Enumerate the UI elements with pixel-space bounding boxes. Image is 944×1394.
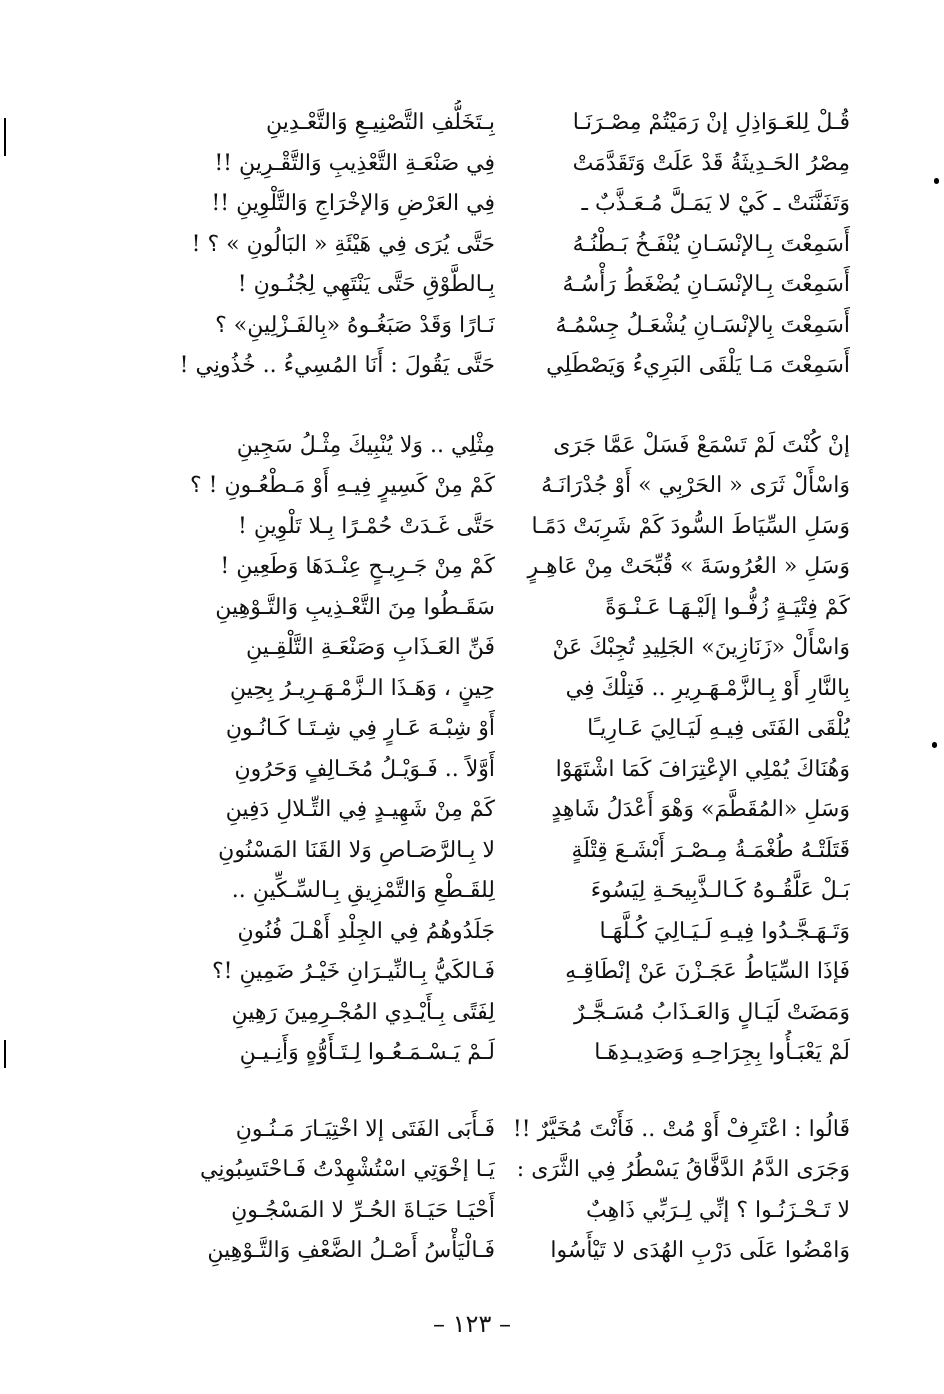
left-column xyxy=(150,100,495,1269)
verse-line: أَسَمِعْتَ بِالإنْسَـانِ يُشْعَـلُ جِسْمُـهُ xyxy=(555,312,850,338)
verse-line: فَـأَبَى الفَتَى إلا اخْتِيَـارَ مَـنُـونِ xyxy=(235,1116,495,1142)
verse-line: فَـالْيَأْسُ أَصْـلُ الضَّعْفِ وَالتَّـوْهِينِ xyxy=(207,1238,495,1263)
verse-line: وَتَفَنَّنَتْ ـ كَيْ لا يَمَـلَّ مُـعَـذَّبٌ ـ xyxy=(581,191,850,216)
verse-line: بَـلْ عَلَّقُـوهُ كَـالـذَّبِيحَـةِ لِيَسُوءَ xyxy=(590,878,850,903)
verse-line: مِصْرُ الحَـدِيثَةُ قَدْ عَلَتْ وَتَقَدَّمَتْ xyxy=(572,150,850,176)
verse-line: فِي العَرْضِ وَالإخْرَاجِ وَالتَّلْوِينِ !! xyxy=(211,191,495,216)
right-margin-dot-2 xyxy=(932,742,937,748)
stanza xyxy=(505,100,850,384)
right-column xyxy=(505,100,850,1269)
verse-line: وَامْضُوا عَلَى دَرْبِ الهُدَى لا تَيْأَسُوا xyxy=(550,1238,850,1263)
verse-line: بِالنَّارِ أَوْ بِـالزَّمْـهَـرِيرِ .. فَتِلْكَ فِي xyxy=(565,675,850,701)
verse-line: وَتَـهَـجَّـدُوا فِيـهِ لَـيَـالِيَ كُـلَّهَـا xyxy=(599,918,850,944)
verse-line: وَجَرَى الدَّمُ الدَّفَّاقُ يَسْطُرُ فِي الثَّرَى : xyxy=(516,1157,850,1182)
verse-line: أَسَمِعْتَ بِـالإنْسَـانِ يُضْغَطُ رَأْسُـهُ xyxy=(562,272,850,297)
verse-line: وَسَلِ السِّيَاطَ السُّودَ كَمْ شَرِبَتْ دَمًـا xyxy=(531,513,850,539)
page-number: – ١٢٣ – xyxy=(433,1310,511,1338)
verse-line: أَسَمِعْتَ بِـالإنْسَـانِ يُنْفَـخُ بَـطْنُـهُ xyxy=(572,231,850,257)
left-margin-mark xyxy=(4,118,6,156)
verse-line: لا تَـحْـزَنُـوا ؟ إنِّي لِـرَبِّي ذَاهِبٌ xyxy=(585,1197,850,1223)
verse-line: حَتَّى يُرَى فِي هَيْئَةِ « البَالُونِ » ؟ ! xyxy=(191,231,495,257)
verse-line: قَالُوا : اعْتَرِفْ أَوْ مُتْ .. فَأَنْتَ مُخَيَّرٌ !! xyxy=(512,1116,850,1142)
verse-line: حِينٍ ، وَهَـذَا الـزَّمْـهَـرِيـرُ بِحِينِ xyxy=(229,675,495,701)
stanza xyxy=(150,100,495,384)
verse-line: مِثْلِي .. وَلا يُنْبِيكَ مِثْـلُ سَجِينِ xyxy=(236,432,495,458)
verse-line: يُلْقَى الفَتَى فِيـهِ لَيَـالِيَ عَـارِيـًا xyxy=(587,716,850,741)
verse-line: فِي صَنْعَـةِ التَّعْذِيبِ وَالتَّقْـرِينِ !! xyxy=(214,150,495,176)
verse-line: لَمْ يَعْبَـأُوا بِجِرَاحِـهِ وَصَدِيـدِهَـا xyxy=(594,1040,850,1065)
verse-line: وَاسْأَلْ ثَرَى « الحَرْبِي » أَوْ جُدْرَانَـهُ xyxy=(541,473,850,498)
verse-line: إنْ كُنْتَ لَمْ تَسْمَعْ فَسَلْ عَمَّا جَرَى xyxy=(553,432,850,458)
verse-line: أَسَمِعْتَ مَـا يَلْقَى البَرِيءُ وَيَصْطَلِي xyxy=(546,353,850,378)
verse-line: بِـتَخَلُّفِ التَّصْنِيـعِ وَالتَّعْـدِينِ xyxy=(266,110,495,135)
verse-line: أَوْ شِبْـهَ عَـارٍ فِي شِـتَـا كَـانُـونِ xyxy=(225,716,495,741)
verse-line: أَوَّلاً .. فَـوَيْـلُ مُخَـالِفٍ وَحَرُونِ xyxy=(234,756,495,782)
verse-line: قَتَلَتْـهُ طُغْمَـةُ مِـصْـرَ أَبْشَـعَ قِتْلَةٍ xyxy=(571,837,850,863)
verse-line: وَمَضَتْ لَيَـالٍ وَالعَـذَابُ مُسَـجَّـرٌ xyxy=(573,999,850,1025)
verse-line: وَسَلِ « العُرُوسَةَ » قُبِّحَتْ مِنْ عَاهِـرٍ xyxy=(527,554,850,579)
left-margin-mark-lower xyxy=(4,1040,6,1068)
verse-line: لا بِـالرَّصَـاصِ وَلا القَنَا المَسْنُونِ xyxy=(218,837,495,863)
verse-line: وَاسْأَلْ «زَنَازِينَ» الجَلِيدِ تُجِبْكَ عَنْ xyxy=(552,635,850,660)
verse-line: فَإذَا السِّيَاطُ عَجَـزْنَ عَنْ إنْطَاقِـهِ xyxy=(565,959,850,984)
verse-line: يَـا إخْوَتِي اسْتُشْهِدْتُ فَـاحْتَسِبُونِي xyxy=(200,1157,495,1182)
verse-line: قُـلْ لِلعَـوَاذِلِ إنْ رَمَيْتُمْ مِصْـرَنَـا xyxy=(572,110,850,135)
stanza xyxy=(505,1107,850,1269)
stanza xyxy=(505,423,850,1071)
right-margin-dot xyxy=(934,178,939,184)
verse-line: جَلَدُوهُمُ فِي الجِلْدِ أَهْـلَ فُنُونِ xyxy=(237,918,495,944)
verse-line: أَحْيَـا حَيَـاةَ الحُـرِّ لا المَسْجُـونِ xyxy=(231,1197,495,1223)
stanza xyxy=(150,1107,495,1269)
verse-line: كَمْ مِنْ كَسِيرٍ فِيـهِ أَوْ مَـطْعُـونِ ! ؟ xyxy=(190,473,495,498)
verse-line: فَـالكَيُّ بِـالنِّيـرَانِ خَيْـرُ ضَمِينِ !؟ xyxy=(211,959,495,984)
verse-line: لَـمْ يَـسْـمَـعُـوا لِـتَـأَوُّهٍ وَأَنِـيـنِ xyxy=(239,1040,495,1065)
verse-line: سَقَـطُوا مِنَ التَّعْـذِيبِ وَالتَّـوْهِينِ xyxy=(215,594,495,620)
verse-line: بِـالطَّوْقِ حَتَّى يَنْتَهِي لِجُنُـونِ ! xyxy=(237,272,495,297)
verse-line: كَمْ مِنْ شَهِيـدٍ فِي التِّـلالِ دَفِينِ xyxy=(225,797,495,822)
verse-line: لِلقَـطْعِ وَالتَّمْزِيقِ بِـالسِّـكِّينِ .. xyxy=(231,878,495,903)
verse-line: وَسَلِ «المُقَطَّمَ» وَهْوَ أَعْدَلُ شَاهِدٍ xyxy=(551,797,850,822)
verse-line: كَمْ فِتْيَـةٍ زُفُّـوا إلَيْـهَـا عَـنْـوَةً xyxy=(605,594,850,620)
verse-line: كَمْ مِنْ جَـرِيـحٍ عِنْـدَهَا وَطَعِينِ ! xyxy=(220,554,495,579)
verse-line: وَهُنَاكَ يُمْلِي الإعْتِرَافَ كَمَا اشْتَهَوْا xyxy=(555,756,850,782)
verse-line: فَنِّ العَـذَابِ وَصَنْعَـةِ التَّلْقِـينِ xyxy=(246,635,495,660)
verse-line: نَـارًا وَقَدْ صَبَغُـوهُ «بِالفَـزْلِينِ» ؟ xyxy=(215,312,495,338)
verse-line: لِفَتًى بِـأَيْـدِي المُجْـرِمِينَ رَهِينِ xyxy=(231,999,495,1025)
verse-line: حَتَّى يَقُولَ : أَنَا المُسِيءُ .. خُذُونِي ! xyxy=(179,353,495,378)
stanza xyxy=(150,423,495,1071)
verse-line: حَتَّى غَـدَتْ حُمْـرًا بِـلا تَلْوِينِ ! xyxy=(238,513,495,539)
